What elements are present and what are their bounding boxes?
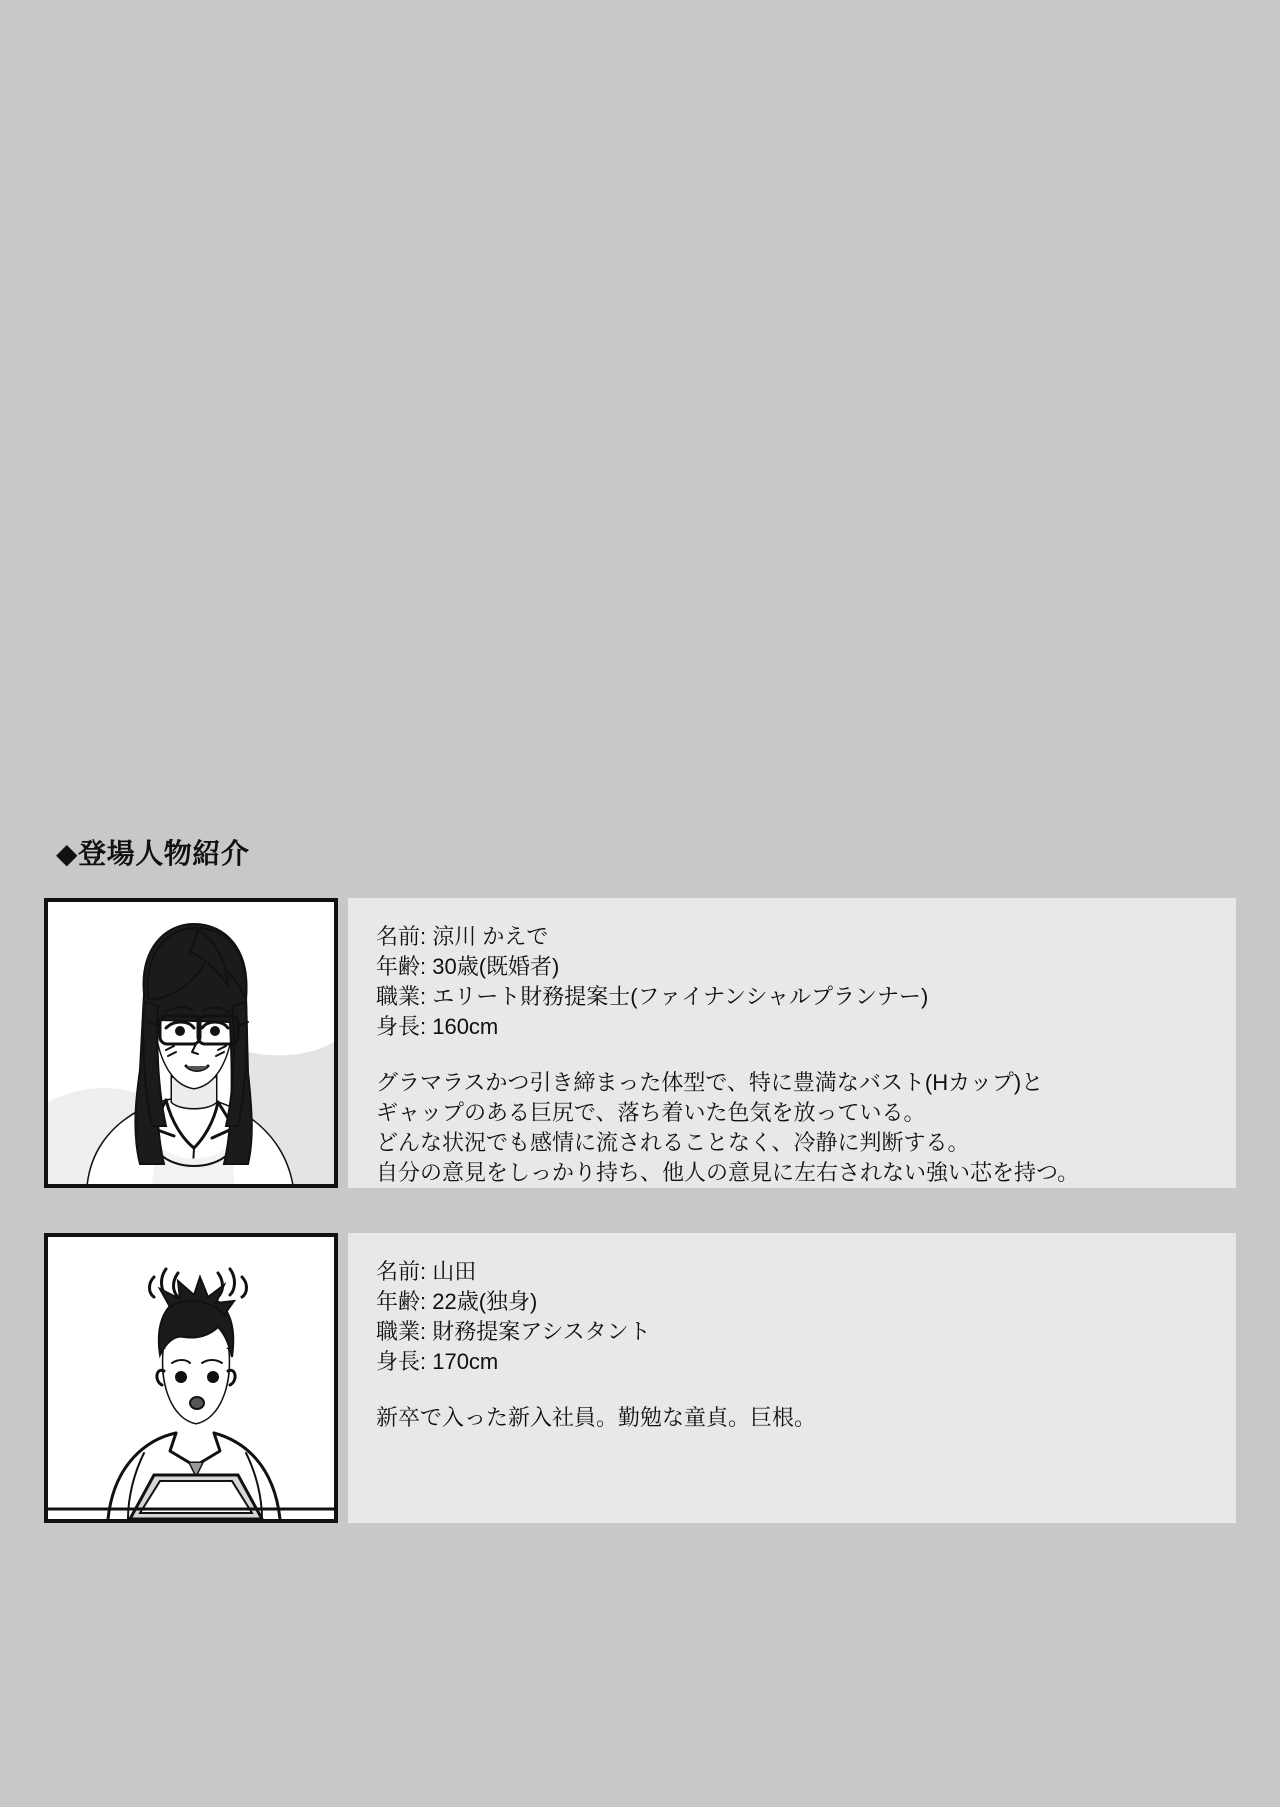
- character-field-occupation: 職業: 財務提案アシスタント: [376, 1319, 651, 1344]
- character-description-line: 自分の意見をしっかり持ち、他人の意見に左右されない強い芯を持つ。: [376, 1160, 1080, 1185]
- character-field-age: 年齢: 30歳(既婚者): [376, 954, 560, 979]
- character-entry-2: [44, 1233, 1236, 1523]
- character-description-line: ギャップのある巨尻で、落ち着いた色気を放っている。: [376, 1100, 926, 1125]
- portrait-yamada: [44, 1233, 338, 1523]
- character-field-name: 名前: 山田: [376, 1259, 477, 1284]
- character-field-age: 年齢: 22歳(独身): [376, 1289, 538, 1314]
- character-field-occupation: 職業: エリート財務提案士(ファイナンシャルプランナー): [376, 984, 929, 1009]
- character-field-height: 身長: 170cm: [376, 1349, 499, 1374]
- character-description-line: グラマラスかつ引き締まった体型で、特に豊満なバスト(Hカップ)と: [376, 1070, 1044, 1095]
- character-info-panel-2: [348, 1233, 1236, 1523]
- portrait-kaede: [44, 898, 338, 1188]
- character-info-panel-1: [348, 898, 1236, 1188]
- character-field-name: 名前: 涼川 かえで: [376, 924, 549, 949]
- page-title: ◆登場人物紹介: [56, 838, 250, 869]
- character-description-line: どんな状況でも感情に流されることなく、冷静に判断する。: [376, 1130, 970, 1155]
- character-entry-1: [44, 898, 1236, 1188]
- character-description-line: 新卒で入った新入社員。勤勉な童貞。巨根。: [376, 1405, 817, 1430]
- character-field-height: 身長: 160cm: [376, 1014, 499, 1039]
- info-spacer: [376, 1377, 1208, 1403]
- info-spacer: [376, 1042, 1208, 1068]
